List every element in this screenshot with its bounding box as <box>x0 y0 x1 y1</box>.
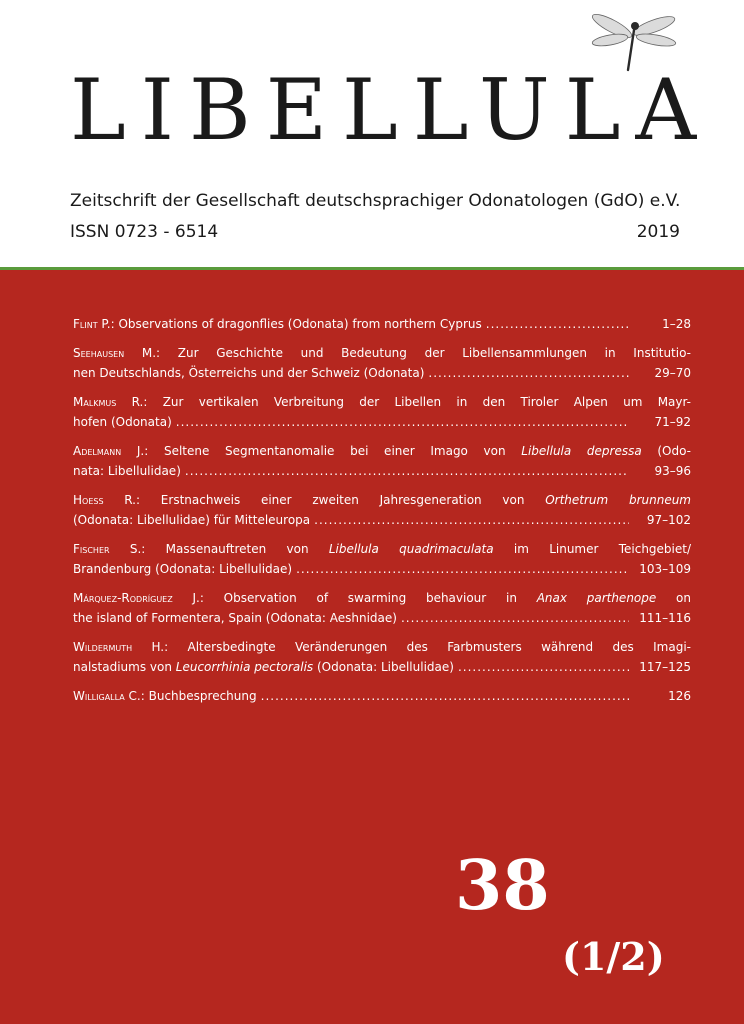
toc-author: Adelmann J.: <box>73 444 149 458</box>
toc-title-text: Seltene Segmentanomalie bei einer Imago von <box>163 444 522 458</box>
contents-panel <box>0 270 744 1024</box>
toc-leader-dots <box>261 686 629 706</box>
dragonfly-icon <box>590 4 680 74</box>
toc-leader-dots <box>401 608 629 628</box>
toc-leader-dots <box>458 657 629 677</box>
toc-entry <box>73 637 691 677</box>
toc-title-text: nalstadiums von <box>73 660 176 674</box>
toc-species-name: Orthetrum brunneum <box>545 493 691 507</box>
toc-title-text: Observations of dragonflies (Odonata) from northern Cyprus <box>118 317 482 331</box>
toc-title-text: Zur vertikalen Verbreitung der Libellen in den Tiroler Alpen um Mayr- <box>162 395 691 409</box>
cover-header <box>0 0 744 268</box>
toc-pages: 126 <box>668 689 691 703</box>
toc-title-text: Altersbedingte Veränderungen des Farbmusters während des Imagi- <box>187 640 691 654</box>
toc-author: Willigalla C.: <box>73 689 145 703</box>
issn-number: ISSN 0723 - 6514 <box>70 222 219 242</box>
toc-entry <box>73 588 691 628</box>
toc-leader-dots <box>296 559 629 579</box>
toc-author: Márquez-Rodríguez J.: <box>73 591 204 605</box>
toc-title-text: nata: Libellulidae) <box>73 464 181 478</box>
toc-title-text: (Odonata: Libellulidae) für Mitteleuropa <box>73 513 311 527</box>
publication-year: 2019 <box>636 222 680 242</box>
journal-title: LIBELLULA <box>70 61 712 159</box>
toc-title-text: nen Deutschlands, Österreichs und der Schweiz (Odonata) <box>73 366 425 380</box>
toc-title-text: im Linumer Teichgebiet/ <box>493 542 692 556</box>
toc-author: Malkmus R.: <box>73 395 148 409</box>
toc-title-text: Massenauftreten von <box>165 542 329 556</box>
toc-entry <box>73 314 691 334</box>
toc-title-text: Buchbesprechung <box>148 689 257 703</box>
toc-title-text: hofen (Odonata) <box>73 415 172 429</box>
toc-entry <box>73 392 691 432</box>
toc-entry <box>73 539 691 579</box>
toc-species-name: Leucorrhinia pectoralis <box>175 660 314 674</box>
toc-pages: 111–116 <box>639 611 691 625</box>
toc-entry <box>73 490 691 530</box>
journal-subtitle: Zeitschrift der Gesellschaft deutschsprachiger Odonatologen (GdO) e.V. <box>70 191 681 211</box>
toc-leader-dots <box>428 363 629 383</box>
toc-species-name: Libellula depressa <box>521 444 642 458</box>
toc-entry <box>73 441 691 481</box>
volume-number: 38 <box>455 846 550 926</box>
toc-pages: 93–96 <box>654 464 691 478</box>
toc-title-text: Observation of swarming behaviour in <box>223 591 537 605</box>
toc-pages: 71–92 <box>654 415 691 429</box>
toc-leader-dots <box>176 412 629 432</box>
toc-title-text: the island of Formentera, Spain (Odonata: Aeshnidae) <box>73 611 397 625</box>
issue-number: (1/2) <box>562 934 665 979</box>
toc-entry <box>73 686 691 706</box>
toc-pages: 29–70 <box>654 366 691 380</box>
toc-author: Fischer S.: <box>73 542 146 556</box>
toc-title-text: (Odo- <box>641 444 691 458</box>
toc-pages: 103–109 <box>639 562 691 576</box>
toc-pages: 1–28 <box>662 317 691 331</box>
toc-title-text: (Odonata: Libellulidae) <box>313 660 454 674</box>
table-of-contents <box>73 314 691 715</box>
toc-author: Wildermuth H.: <box>73 640 169 654</box>
toc-entry <box>73 343 691 383</box>
toc-pages: 117–125 <box>639 660 691 674</box>
toc-pages: 97–102 <box>646 513 691 527</box>
toc-species-name: Libellula quadrimaculata <box>328 542 494 556</box>
toc-leader-dots <box>486 314 629 334</box>
toc-title-text: on <box>656 591 691 605</box>
toc-author: Flint P.: <box>73 317 115 331</box>
toc-species-name: Anax parthenope <box>536 591 657 605</box>
toc-leader-dots <box>314 510 629 530</box>
toc-title-text: Brandenburg (Odonata: Libellulidae) <box>73 562 293 576</box>
toc-author: Seehausen M.: <box>73 346 161 360</box>
toc-title-text: Zur Geschichte und Bedeutung der Libellensammlungen in Institutio- <box>177 346 691 360</box>
toc-author: Hoess R.: <box>73 493 141 507</box>
toc-title-text: Erstnachweis einer zweiten Jahresgeneration von <box>160 493 546 507</box>
toc-leader-dots <box>185 461 629 481</box>
